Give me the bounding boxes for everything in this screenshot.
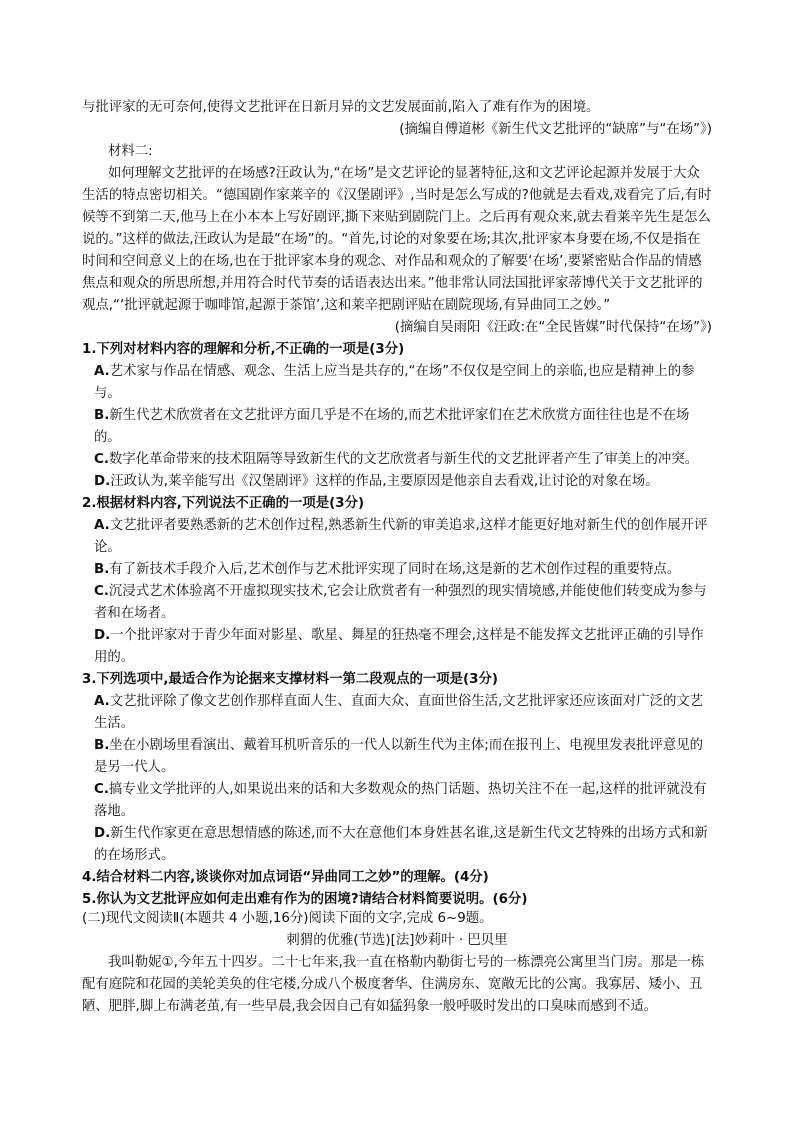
story-body: 我叫勒妮①,今年五十四岁。二十七年来,我一直在格勒内勒街七号的一栋漂亮公寓里当门房。那是一栋配有庭院和花园的美轮美奂的住宅楼,分成八个极度奢华、住满房东、宽敞无比的公寓。我寡居、矮小、丑陋、肥胖,脚上布满老茧,有一些早晨,我会因自己有如猛犸象一般呼吸时发出的口臭味而感到不适。 [82, 955, 705, 1014]
option-letter: C. [94, 782, 109, 797]
option-text: 坐在小剧场里看演出、戴着耳机听音乐的一代人以新生代为主体;而在报刊上、电视里发表批评意见的是另一代人。 [94, 738, 703, 775]
option-letter: A. [94, 518, 110, 533]
option-text: 搞专业文学批评的人,如果说出来的话和大多数观众的热门话题、热切关注不在一起,这样的批评就没有落地。 [94, 782, 707, 819]
option-text: 数字化革命带来的技术阻隔等导致新生代的文艺欣赏者与新生代的文艺批评者产生了审美上的冲突。 [108, 452, 699, 467]
source-citation-2: (摘编自吴雨阳《汪政:在“全民皆媒”时代保持“在场”》) [394, 320, 712, 335]
option-c[interactable] [82, 581, 712, 625]
option-letter: B. [94, 738, 110, 753]
question-5: 5.你认为文艺批评应如何走出难有作为的困境?请结合材料简要说明。(6分) [82, 892, 528, 907]
option-letter: D. [94, 628, 111, 643]
option-text: 文艺批评者要熟悉新的艺术创作过程,熟悉新生代新的审美追求,这样才能更好地对新生代的创作展开评论。 [94, 518, 708, 555]
reading-section-2 [82, 908, 712, 1018]
option-text: 一个批评家对于青少年面对影星、歌星、舞星的狂热毫不理会,这样是不能发挥文艺批评正确的引导作用的。 [94, 628, 704, 665]
material2-heading: 材料二: [108, 144, 153, 159]
option-letter: C. [94, 452, 109, 467]
source-citation-1: (摘编自傅道彬《新生代文艺批评的“缺席”与“在场”》) [399, 122, 712, 137]
question-2 [82, 493, 712, 669]
question-stem: 1.下列对材料内容的理解和分析,不正确的一项是(3分) [82, 342, 405, 357]
question-3 [82, 669, 712, 867]
material2-body: 如何理解文艺批评的在场感?汪政认为,“在场”是文艺评论的显著特征,这和文艺评论起源并发展于大众生活的特点密切相关。“德国剧作家莱辛的《汉堡剧评》,当时是怎么写成的?他就是去看戏,戏看完了后,有时候等不到第二天,他马上在小本本上写好剧评,撕下来贴到剧院门上。之后再有观众来,就去看莱辛先生是怎么说的。”这样的做法,汪政认为是最“在场”的。“首先,讨论的对象要在场;其次,批评家本身要在场,不仅是指在时间和空间意义上的在场,也在于批评家本身的观念、对作品和观众的了解要‘在场’,要紧密贴合作品的情感焦点和观众的所思所想,并用符合时代节奏的话语表达出来。”他非常认同法国批评家蒂博代关于文艺批评的观点,“‘批评就起源于咖啡馆,起源于茶馆’,这和莱辛把剧评贴在剧院现场,有异曲同工之妙。” [82, 166, 712, 313]
section-header: (二)现代文阅读Ⅱ(本题共 4 小题,16分)阅读下面的文字,完成 6~9题。 [82, 911, 493, 926]
option-text: 文艺批评除了像文艺创作那样直面人生、直面大众、直面世俗生活,文艺批评家还应该面对广泛的文艺生活。 [94, 694, 704, 731]
option-text: 新生代艺术欣赏者在文艺批评方面几乎是不在场的,而艺术批评家们在艺术欣赏方面往往也是不在场的。 [94, 408, 690, 445]
option-d[interactable] [82, 625, 712, 669]
option-d[interactable] [82, 823, 712, 867]
option-text: 沉浸式艺术体验离不开虚拟现实技术,它会让欣赏者有一种强烈的现实情境感,并能使他们转变成为参与者和在场者。 [94, 584, 707, 621]
option-letter: B. [94, 408, 110, 423]
material1-closing: 与批评家的无可奈何,使得文艺批评在日新月异的文艺发展面前,陷入了难有作为的困境。 [82, 100, 600, 115]
option-letter: D. [94, 826, 111, 841]
option-letter: A. [94, 364, 110, 379]
option-a[interactable] [82, 361, 712, 405]
question-stem: 3.下列选项中,最适合作为论据来支撑材料一第二段观点的一项是(3分) [82, 672, 498, 687]
option-text: 艺术家与作品在情感、观念、生活上应当是共存的,“在场”不仅仅是空间上的亲临,也应是精神上的参与。 [94, 364, 695, 401]
option-a[interactable] [82, 691, 712, 735]
option-letter: B. [94, 562, 110, 577]
question-1 [82, 339, 712, 493]
option-text: 汪政认为,莱辛能写出《汉堡剧评》这样的作品,主要原因是他亲自去看戏,让讨论的对象在场。 [110, 474, 659, 489]
question-4: 4.结合材料二内容,谈谈你对加点词语“异曲同工之妙”的理解。(4分) [82, 870, 489, 885]
option-c[interactable] [82, 449, 712, 471]
option-b[interactable] [82, 559, 712, 581]
option-a[interactable] [82, 515, 712, 559]
option-b[interactable] [82, 735, 712, 779]
option-c[interactable] [82, 779, 712, 823]
option-d[interactable] [82, 471, 712, 493]
story-title: 刺猬的优雅(节选)[法]妙莉叶 · 巴贝里 [286, 933, 508, 948]
option-text: 有了新技术手段介入后,艺术创作与艺术批评实现了同时在场,这是新的艺术创作过程的重要特点。 [109, 562, 681, 577]
option-b[interactable] [82, 405, 712, 449]
option-letter: C. [94, 584, 109, 599]
option-letter: A. [94, 694, 110, 709]
question-stem: 2.根据材料内容,下列说法不正确的一项是(3分) [82, 496, 365, 511]
option-letter: D. [94, 474, 111, 489]
option-text: 新生代作家更在意思想情感的陈述,而不大在意他们本身姓甚名谁,这是新生代文艺特殊的出场方式和新的在场形式。 [94, 826, 708, 863]
material-section [82, 97, 712, 911]
